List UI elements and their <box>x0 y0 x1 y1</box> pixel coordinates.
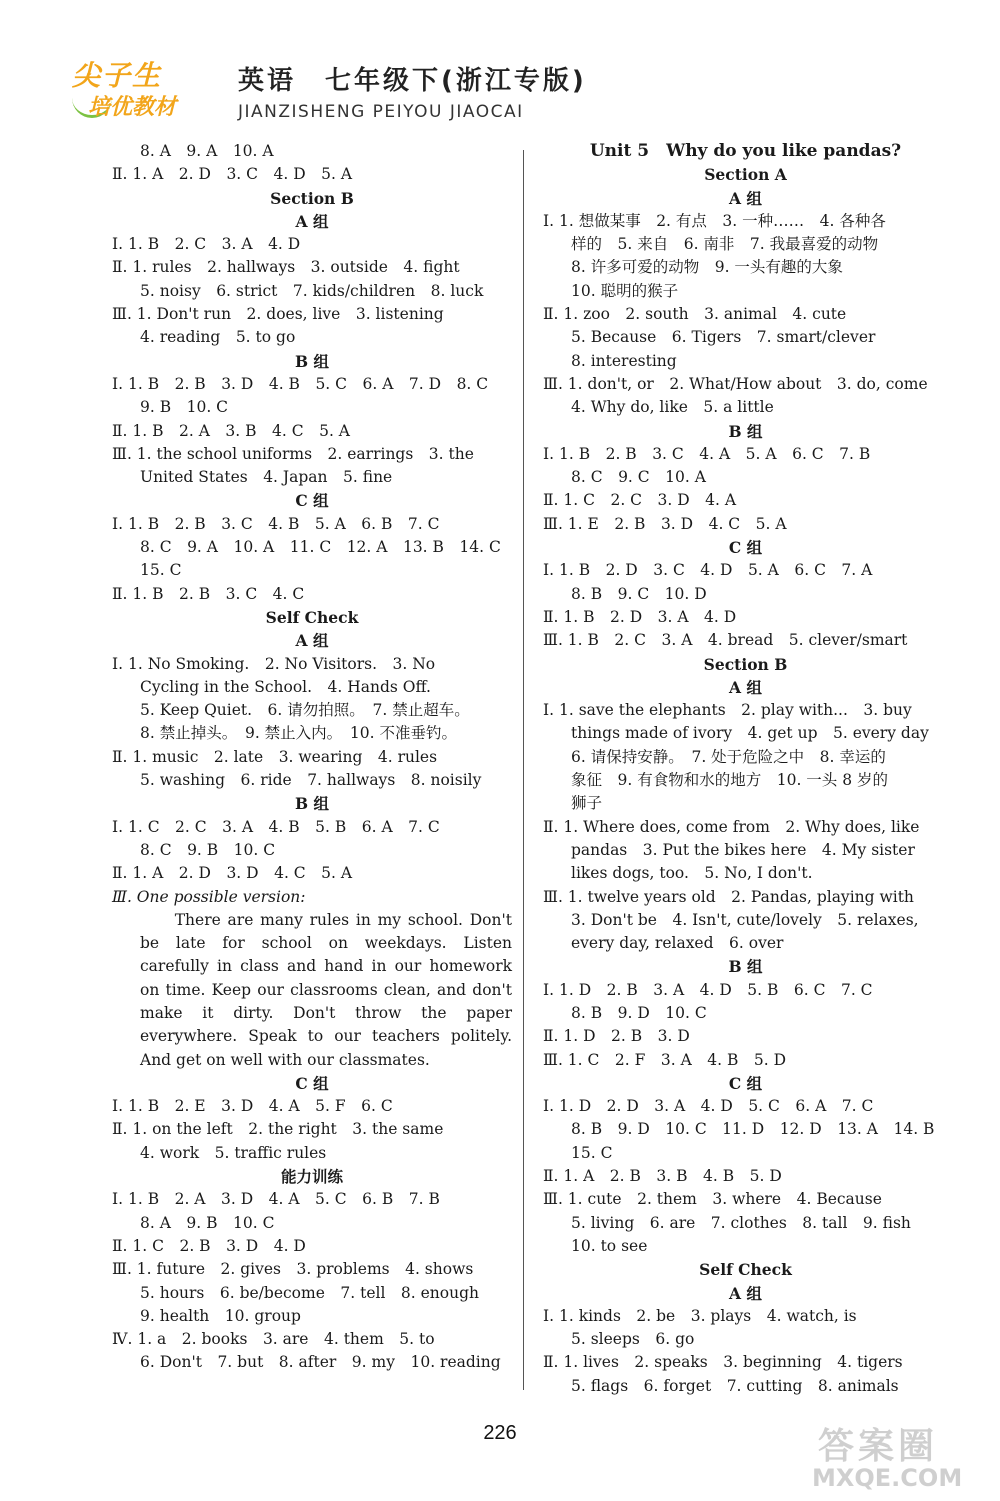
answer-line: Ⅱ. 1. zoo 2. south 3. animal 4. cute <box>543 305 847 324</box>
answer-line: Ⅱ. 1. A 2. D 3. C 4. D 5. A <box>112 165 353 184</box>
section-heading: Section B <box>270 188 354 208</box>
section-heading: B 组 <box>295 794 329 814</box>
section-heading: A 组 <box>729 1283 762 1303</box>
logo-text-bottom: 培优教材 <box>88 95 177 120</box>
logo-text-top: 尖子生 <box>72 59 163 92</box>
answer-line: Ⅰ. 1. B 2. C 3. A 4. D <box>112 235 301 254</box>
right-answer-column <box>543 140 948 1398</box>
answer-line: 8. C 9. A 10. A 11. C 12. A 13. B 14. C <box>140 538 501 557</box>
answer-line: Ⅲ. 1. don't, or 2. What/How about 3. do, come <box>543 374 928 393</box>
answer-line: Ⅰ. 1. B 2. A 3. D 4. A 5. C 6. B 7. B <box>112 1190 440 1209</box>
answer-line: 8. C 9. C 10. A <box>571 468 706 487</box>
answer-line: 5. hours 6. be/become 7. tell 8. enough <box>140 1283 480 1302</box>
answer-line: Ⅲ. 1. cute 2. them 3. where 4. Because <box>543 1190 882 1209</box>
answer-line: 8. C 9. B 10. C <box>140 840 276 859</box>
publisher-logo <box>72 54 232 124</box>
answer-line: Ⅱ. 1. music 2. late 3. wearing 4. rules <box>112 747 438 766</box>
answer-line: There are many rules in my school. Don't be late for school on weekdays. Listen carefully in class and hand in our homework on time. Keep our classrooms clean, and don't make it dirty. Don't throw the paper everywhere. Speak to our teachers politely. And get on well with our classmates. <box>140 910 512 1069</box>
answer-line: Ⅱ. 1. rules 2. hallways 3. outside 4. fight <box>112 258 460 277</box>
answer-line: 8. 禁止掉头。 9. 禁止入内。 10. 不准垂钓。 <box>140 724 458 743</box>
watermark-logo <box>808 1418 993 1496</box>
answer-line: 9. B 10. C <box>140 398 229 417</box>
answer-line: Ⅱ. 1. B 2. D 3. A 4. D <box>543 607 737 626</box>
answer-line: Ⅰ. 1. D 2. B 3. A 4. D 5. B 6. C 7. C <box>543 980 873 999</box>
answer-line: Ⅱ. 1. A 2. B 3. B 4. B 5. D <box>543 1167 782 1186</box>
answer-line: Ⅱ. 1. C 2. C 3. D 4. A <box>543 491 737 510</box>
answer-line: 狮子 <box>571 794 603 813</box>
answer-line: 8. A 9. B 10. C <box>140 1213 275 1232</box>
answer-line: likes dogs, too. 5. No, I don't. <box>571 864 813 883</box>
section-heading: A 组 <box>295 211 329 231</box>
book-title: 英语 七年级下(浙江专版) <box>238 66 587 96</box>
answer-line: Cycling in the School. 4. Hands Off. <box>140 677 431 696</box>
answer-line: 6. Don't 7. but 8. after 9. my 10. reading <box>140 1353 501 1372</box>
answer-line: Ⅰ. 1. B 2. D 3. C 4. D 5. A 6. C 7. A <box>543 561 873 580</box>
section-heading: Section A <box>704 165 787 185</box>
answer-line: 8. B 9. C 10. D <box>571 584 707 603</box>
answer-line: Ⅱ. 1. Where does, come from 2. Why does, like <box>543 817 920 836</box>
answer-line: Ⅲ. One possible version: <box>112 887 306 906</box>
answer-line: Ⅰ. 1. B 2. B 3. C 4. B 5. A 6. B 7. C <box>112 514 440 533</box>
answer-line: 15. C <box>140 561 182 580</box>
answer-line: Ⅰ. 1. D 2. D 3. A 4. D 5. C 6. A 7. C <box>543 1097 874 1116</box>
section-heading: A 组 <box>295 631 329 651</box>
answer-line: 5. sleeps 6. go <box>571 1330 695 1349</box>
section-heading: B 组 <box>295 351 329 371</box>
answer-line: 8. B 9. D 10. C 11. D 12. D 13. A 14. B <box>571 1120 935 1139</box>
answer-line: Ⅱ. 1. D 2. B 3. D <box>543 1027 690 1046</box>
section-heading: C 组 <box>295 1073 329 1093</box>
answer-line: Ⅱ. 1. C 2. B 3. D 4. D <box>112 1236 306 1255</box>
answer-line: 4. reading 5. to go <box>140 328 296 347</box>
answer-line: Ⅰ. 1. B 2. B 3. D 4. B 5. C 6. A 7. D 8. C <box>112 374 489 393</box>
book-pinyin: JIANZISHENG PEIYOU JIAOCAI <box>238 102 524 122</box>
answer-line: Ⅲ. 1. twelve years old 2. Pandas, playing with <box>543 887 914 906</box>
answer-line: Ⅰ. 1. No Smoking. 2. No Visitors. 3. No <box>112 654 436 673</box>
answer-line: pandas 3. Put the bikes here 4. My sister <box>571 840 915 859</box>
section-heading: C 组 <box>728 538 763 558</box>
answer-line: things made of ivory 4. get up 5. every day <box>571 724 929 743</box>
left-answer-column <box>112 140 512 1375</box>
answer-line: Ⅲ. 1. future 2. gives 3. problems 4. shows <box>112 1260 474 1279</box>
section-heading: Self Check <box>699 1260 792 1280</box>
section-heading: A 组 <box>729 188 762 208</box>
section-heading: B 组 <box>728 421 763 441</box>
answer-line: Ⅱ. 1. A 2. D 3. D 4. C 5. A <box>112 864 353 883</box>
answer-line: Ⅲ. 1. B 2. C 3. A 4. bread 5. clever/smart <box>543 631 908 650</box>
answer-line: Ⅲ. 1. Don't run 2. does, live 3. listening <box>112 305 444 324</box>
answer-line: 8. B 9. D 10. C <box>571 1003 707 1022</box>
answer-line: Ⅰ. 1. B 2. B 3. C 4. A 5. A 6. C 7. B <box>543 444 871 463</box>
answer-line: 5. Because 6. Tigers 7. smart/clever <box>571 328 876 347</box>
column-divider <box>523 150 524 1390</box>
answer-line: Ⅰ. 1. kinds 2. be 3. plays 4. watch, is <box>543 1306 857 1325</box>
answer-line: Ⅰ. 1. save the elephants 2. play with... 3. buy <box>543 701 912 720</box>
answer-line: 8. interesting <box>571 351 677 370</box>
answer-line: 样的 5. 来自 6. 南非 7. 我最喜爱的动物 <box>571 235 879 254</box>
answer-line: Ⅳ. 1. a 2. books 3. are 4. them 5. to <box>112 1330 435 1349</box>
answer-line: United States 4. Japan 5. fine <box>140 468 393 487</box>
section-heading: C 组 <box>728 1073 763 1093</box>
section-heading: A 组 <box>729 677 762 697</box>
section-heading: Section B <box>703 654 788 674</box>
answer-line: every day, relaxed 6. over <box>571 934 784 953</box>
page-header <box>60 48 940 128</box>
answer-line: 5. noisy 6. strict 7. kids/children 8. luck <box>140 281 484 300</box>
answer-line: Ⅰ. 1. C 2. C 3. A 4. B 5. B 6. A 7. C <box>112 817 440 836</box>
answer-line: 15. C <box>571 1143 613 1162</box>
watermark-text-bottom: MXQE.COM <box>812 1464 963 1492</box>
answer-line: Ⅰ. 1. 想做某事 2. 有点 3. 一种…… 4. 各种各 <box>543 211 886 230</box>
watermark-text-top: 答案圈 <box>818 1426 939 1467</box>
answer-line: 5. flags 6. forget 7. cutting 8. animals <box>571 1376 899 1395</box>
section-heading: Unit 5 Why do you like pandas? <box>589 141 902 161</box>
answer-line: Ⅲ. 1. the school uniforms 2. earrings 3. the <box>112 444 474 463</box>
answer-line: 8. 许多可爱的动物 9. 一头有趣的大象 <box>571 258 843 277</box>
page-number: 226 <box>483 1422 517 1444</box>
answer-line: Ⅲ. 1. E 2. B 3. D 4. C 5. A <box>543 514 787 533</box>
answer-line: Ⅱ. 1. lives 2. speaks 3. beginning 4. tigers <box>543 1353 903 1372</box>
answer-line: 10. 聪明的猴子 <box>571 281 679 300</box>
answer-line: 5. washing 6. ride 7. hallways 8. noisily <box>140 771 482 790</box>
section-heading: Self Check <box>265 607 359 627</box>
answer-line: 5. living 6. are 7. clothes 8. tall 9. fish <box>571 1213 911 1232</box>
answer-line: Ⅰ. 1. B 2. E 3. D 4. A 5. F 6. C <box>112 1097 393 1116</box>
answer-line: Ⅱ. 1. B 2. A 3. B 4. C 5. A <box>112 421 350 440</box>
answer-line: Ⅱ. 1. on the left 2. the right 3. the same <box>112 1120 444 1139</box>
answer-line: Ⅱ. 1. B 2. B 3. C 4. C <box>112 584 305 603</box>
answer-line: 10. to see <box>571 1236 648 1255</box>
section-heading: 能力训练 <box>280 1167 343 1187</box>
answer-line: 象征 9. 有食物和水的地方 10. 一头 8 岁的 <box>571 771 889 790</box>
answer-line: 8. A 9. A 10. A <box>140 142 274 160</box>
answer-line: 4. work 5. traffic rules <box>140 1143 327 1162</box>
answer-line: 5. Keep Quiet. 6. 请勿拍照。 7. 禁止超车。 <box>140 701 470 720</box>
answer-line: 9. health 10. group <box>140 1306 301 1325</box>
section-heading: B 组 <box>728 957 763 977</box>
section-heading: C 组 <box>295 491 329 511</box>
answer-line: 3. Don't be 4. Isn't, cute/lovely 5. relaxes, <box>571 910 919 929</box>
answer-line: 6. 请保持安静。 7. 处于危险之中 8. 幸运的 <box>571 747 886 766</box>
answer-line: Ⅲ. 1. C 2. F 3. A 4. B 5. D <box>543 1050 787 1069</box>
answer-line: 4. Why do, like 5. a little <box>571 398 774 417</box>
